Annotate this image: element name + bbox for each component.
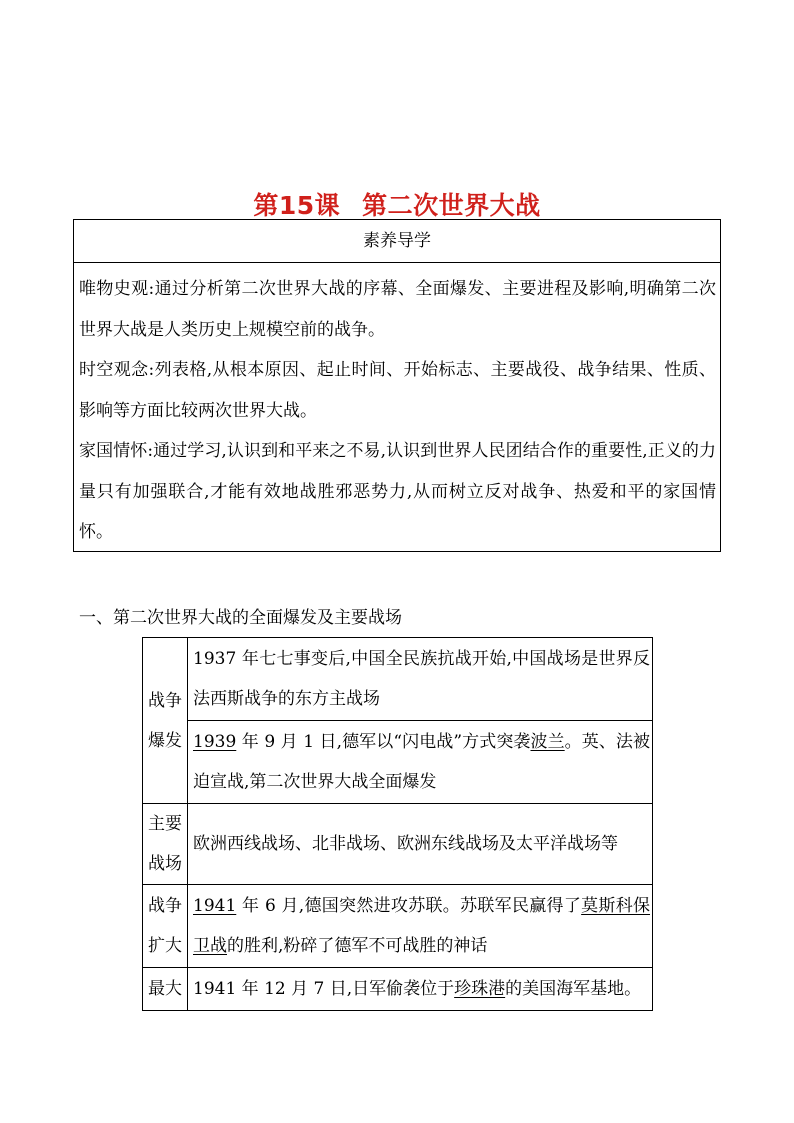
table-row <box>143 804 653 885</box>
largest-cell: 1941 年 12 月 7 日,日军偷袭位于珍珠港的美国海军基地。 <box>188 968 653 1011</box>
guide-body <box>74 263 720 553</box>
section-heading: 一、第二次世界大战的全面爆发及主要战场 <box>79 608 402 628</box>
guide-paragraph-patriotism: 家国情怀:通过学习,认识到和平来之不易,认识到世界人民团结合作的重要性,正义的力量只有加强联合,才能有效地战胜邪恶势力,从而树立反对战争、热爱和平的家国情怀。 <box>79 441 716 542</box>
expansion-cell: 1941 年 6 月,德国突然进攻苏联。苏联军民赢得了莫斯科保卫战的胜利,粉碎了德军不可战胜的神话 <box>188 885 653 968</box>
guide-paragraph-spacetime: 时空观念:列表格,从根本原因、起止时间、开始标志、主要战役、战争结果、性质、影响等方面比较两次世界大战。 <box>79 360 716 421</box>
lesson-number: 第15课 <box>253 191 341 220</box>
guide-heading: 素养导学 <box>74 220 720 263</box>
lesson-title <box>0 186 794 222</box>
row-label-theaters: 主要战场 <box>143 804 188 885</box>
answer-year-1939: 1939 <box>193 732 237 752</box>
answer-moscow-battle: 莫斯科保卫战 <box>193 896 651 956</box>
table-row <box>143 968 653 1011</box>
answer-poland: 波兰 <box>530 732 565 752</box>
answer-pearl-harbor: 珍珠港 <box>454 979 506 999</box>
table-row <box>143 885 653 968</box>
ww2-table <box>142 637 653 1011</box>
table-row <box>143 638 653 721</box>
table-row <box>143 721 653 804</box>
lesson-name: 第二次世界大战 <box>362 191 541 220</box>
theaters-cell: 欧洲西线战场、北非战场、欧洲东线战场及太平洋战场等 <box>188 804 653 885</box>
row-label-expansion: 战争扩大 <box>143 885 188 968</box>
literacy-guide-box <box>73 219 721 552</box>
row-label-outbreak: 战争爆发 <box>143 638 188 804</box>
guide-paragraph-materialism: 唯物史观:通过分析第二次世界大战的序幕、全面爆发、主要进程及影响,明确第二次世界大战是人类历史上规模空前的战争。 <box>79 279 716 340</box>
outbreak-cell-1939: 1939 年 9 月 1 日,德军以“闪电战”方式突袭波兰。英、法被迫宣战,第二次世界大战全面爆发 <box>188 721 653 804</box>
answer-year-1941: 1941 <box>193 896 237 916</box>
row-label-largest: 最大 <box>143 968 188 1011</box>
outbreak-cell-1937: 1937 年七七事变后,中国全民族抗战开始,中国战场是世界反法西斯战争的东方主战场 <box>188 638 653 721</box>
